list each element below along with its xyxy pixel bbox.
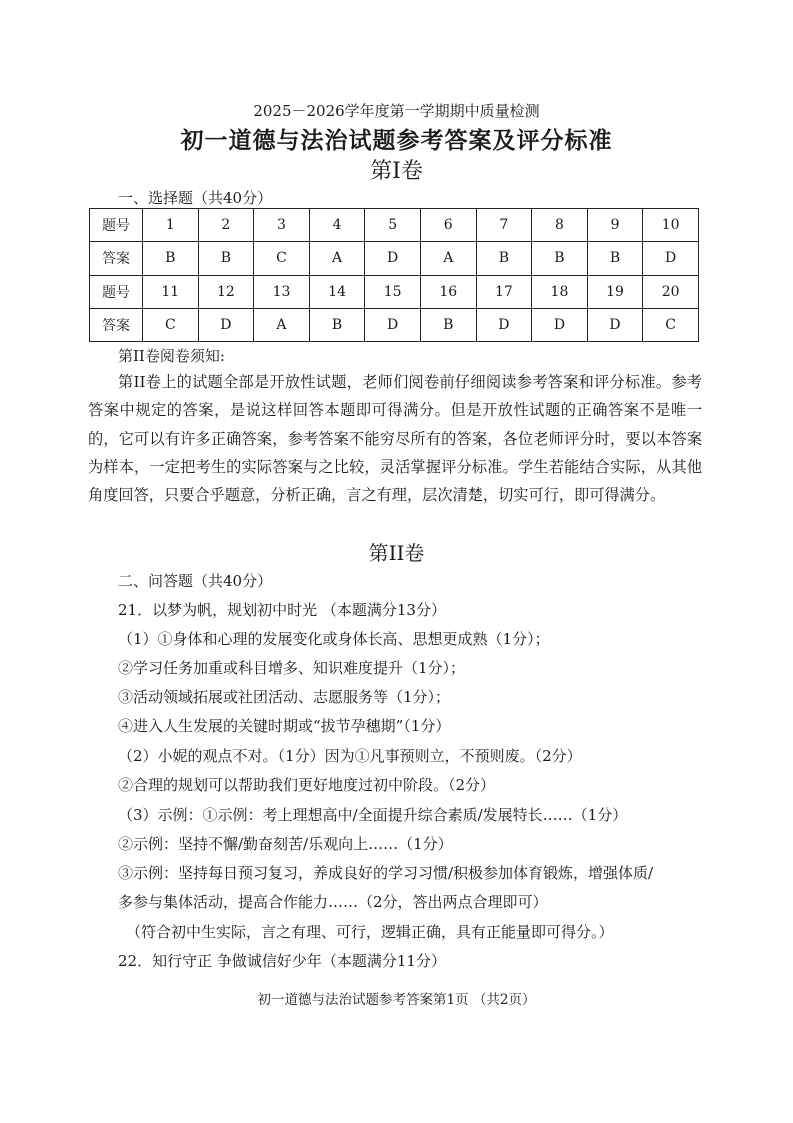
table-row-header: 题号 (90, 209, 143, 242)
table-cell: 9 (587, 209, 643, 242)
table-cell: B (476, 242, 532, 275)
table-cell: 6 (420, 209, 476, 242)
answer-table (89, 208, 699, 342)
table-row-header: 答案 (90, 242, 143, 275)
answer-line: ②学习任务加重或科目增多、知识难度提升（1分）； (118, 659, 466, 677)
table-cell: C (143, 308, 199, 341)
table-cell: A (420, 242, 476, 275)
table-cell: 3 (254, 209, 310, 242)
table-row (90, 275, 699, 308)
answer-line: ②合理的规划可以帮助我们更好地度过初中阶段。（2分） (118, 776, 496, 794)
table-cell: 20 (643, 275, 699, 308)
table-cell: B (587, 242, 643, 275)
table-cell: 10 (643, 209, 699, 242)
table-cell: D (198, 308, 254, 341)
table-cell: 11 (143, 275, 199, 308)
table-row (90, 242, 699, 275)
table-cell: A (309, 242, 365, 275)
volume-1-heading: 第Ⅰ卷 (370, 159, 423, 184)
answer-line: ③活动领域拓展或社团活动、志愿服务等（1分）； (118, 688, 451, 706)
table-cell: 4 (309, 209, 365, 242)
table-cell: A (254, 308, 310, 341)
page-footer: 初一道德与法治试题参考答案第1页 （共2页） (257, 992, 536, 1008)
section-2-heading: 二、问答题（共40分） (118, 572, 273, 590)
table-cell: 19 (587, 275, 643, 308)
question-21-heading: 21．以梦为帆，规划初中时光 （本题满分13分） (118, 601, 446, 619)
section-1-heading: 一、选择题（共40分） (118, 189, 273, 207)
table-row-header: 题号 (90, 275, 143, 308)
document-title: 初一道德与法治试题参考答案及评分标准 (180, 127, 613, 154)
table-cell: C (643, 308, 699, 341)
question-22-heading: 22．知行守正 争做诚信好少年（本题满分11分） (118, 952, 446, 970)
answer-line: （3）示例：①示例：考上理想高中/全面提升综合素质/发展特长……（1分） (118, 806, 628, 824)
answer-line: （2）小妮的观点不对。（1分）因为①凡事预则立，不预则废。（2分） (118, 747, 582, 765)
answer-line: ③示例：坚持每日预习复习，养成良好的学习习惯/积极参加体育锻炼，增强体质/ (118, 864, 654, 882)
table-row (90, 209, 699, 242)
table-cell: D (587, 308, 643, 341)
answer-line: （1）①身体和心理的发展变化或身体长高、思想更成熟（1分）； (118, 630, 550, 648)
table-cell: B (532, 242, 588, 275)
table-cell: 7 (476, 209, 532, 242)
table-cell: D (365, 308, 421, 341)
table-cell: B (198, 242, 254, 275)
answer-line: ④进入人生发展的关键时期或“拔节孕穗期”（1分） (118, 717, 451, 735)
table-cell: 13 (254, 275, 310, 308)
table-cell: 17 (476, 275, 532, 308)
exam-year-line: 2025－2026学年度第一学期期中质量检测 (253, 102, 540, 120)
notice-paragraph: 第II卷上的试题全部是开放性试题，老师们阅卷前仔细阅读参考答案和评分标准。参考答案中规定的答案，是说这样回答本题即可得满分。但是开放性试题的正确答案不是唯一的，它可以有许多正确答案，参考答案不能穷尽所有的答案，各位老师评分时，要以本答案为样本，一定把考生的实际答案与之比较，灵活掌握评分标准。学生若能结合实际，从其他角度回答，只要合乎题意，分析正确，言之有理，层次清楚，切实可行，即可得满分。 (88, 373, 702, 505)
answer-line: 多参与集体活动，提高合作能力……（2分，答出两点合理即可） (118, 893, 548, 911)
table-cell: 16 (420, 275, 476, 308)
table-cell: B (420, 308, 476, 341)
table-row (90, 308, 699, 341)
table-cell: B (143, 242, 199, 275)
table-cell: 15 (365, 275, 421, 308)
table-cell: D (476, 308, 532, 341)
table-row-header: 答案 (90, 308, 143, 341)
table-cell: 12 (198, 275, 254, 308)
table-cell: 14 (309, 275, 365, 308)
table-cell: 1 (143, 209, 199, 242)
table-cell: B (309, 308, 365, 341)
table-cell: D (365, 242, 421, 275)
table-cell: 2 (198, 209, 254, 242)
notice-title: 第II卷阅卷须知: (118, 347, 225, 365)
table-cell: D (532, 308, 588, 341)
table-cell: C (254, 242, 310, 275)
volume-2-heading: 第II卷 (368, 541, 425, 565)
table-cell: 5 (365, 209, 421, 242)
answer-line: ②示例：坚持不懈/勤奋刻苦/乐观向上……（1分） (118, 835, 453, 853)
table-cell: 18 (532, 275, 588, 308)
table-cell: 8 (532, 209, 588, 242)
scoring-note: （符合初中生实际，言之有理、可行，逻辑正确，具有正能量即可得分。） (126, 923, 614, 941)
table-cell: D (643, 242, 699, 275)
